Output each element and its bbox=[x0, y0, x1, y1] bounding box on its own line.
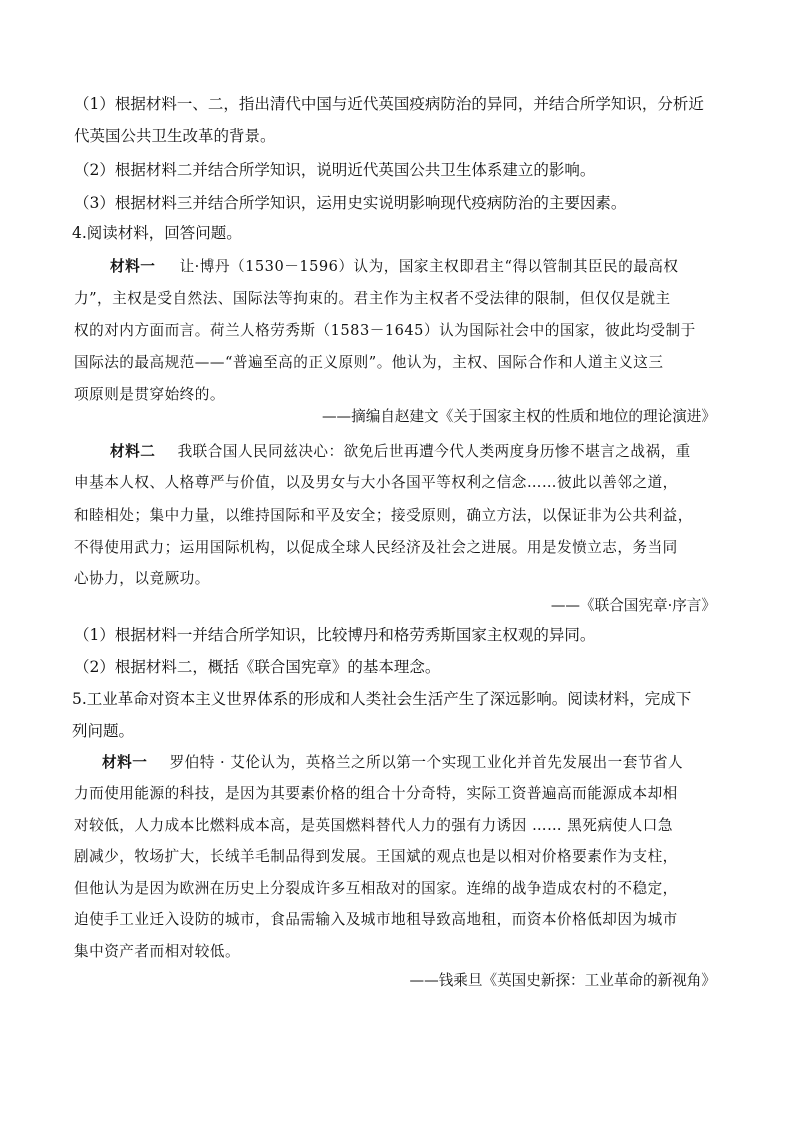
q5-heading-line1: 5.工业革命对资本主义世界体系的形成和人类社会生活产生了深远影响。阅读材料，完成下 bbox=[72, 690, 692, 708]
q5-heading-line2: 列问题。 bbox=[72, 722, 135, 740]
q4-material1-source: ——摘编自赵建文《关于国家主权的性质和地位的理论演进》 bbox=[321, 408, 716, 425]
material-label: 材料一 bbox=[102, 754, 148, 771]
q3-subquestion-3: （3）根据材料三并结合所学知识，运用史实说明影响现代疫病防治的主要因素。 bbox=[74, 194, 627, 212]
q5-material1-line3: 对较低，人力成本比燃料成本高，是英国燃料替代人力的强有力诱因 …… 黑死病使人口急 bbox=[74, 817, 673, 834]
q5-material1-line4: 剧减少，牧场扩大，长绒羊毛制品得到发展。王国斌的观点也是以相对价格要素作为支柱， bbox=[74, 848, 678, 865]
q4-material2-line3: 和睦相处；集中力量，以维持国际和平及安全；接受原则，确立方法，以保证非为公共利益， bbox=[74, 507, 693, 524]
q4-material2-source: ——《联合国宪章·序言》 bbox=[550, 597, 716, 614]
q4-material2-line1 bbox=[110, 439, 691, 465]
q4-material2-line5: 心协力，以竟厥功。 bbox=[74, 570, 210, 587]
q4-material2-line4: 不得使用武力；运用国际机构，以促成全球人民经济及社会之进展。用是发愤立志，务当同 bbox=[74, 539, 678, 556]
q5-material1-line5: 但他认为是因为欧洲在历史上分裂成许多互相敌对的国家。连绵的战争造成农村的不稳定， bbox=[74, 880, 678, 897]
material-label: 材料一 bbox=[110, 258, 156, 275]
q5-material1-line7: 集中资产者而相对较低。 bbox=[74, 943, 241, 960]
q4-material1-line2: 力”，主权是受自然法、国际法等拘束的。君主作为主权者不受法律的限制，但仅仅是就主 bbox=[74, 290, 671, 307]
q3-subquestion-1-line1: （1）根据材料一、二，指出清代中国与近代英国疫病防治的异同，并结合所学知识，分析近 bbox=[74, 95, 704, 113]
q5-material1-line2: 力而使用能源的科技，是因为其要素价格的组合十分奇特，实际工资普遍高而能源成本却相 bbox=[74, 785, 678, 802]
material-text: 罗伯特 · 艾伦认为，英格兰之所以第一个实现工业化并首先发展出一套节省人 bbox=[169, 754, 684, 771]
q3-subquestion-1-line2: 代英国公共卫生改革的背景。 bbox=[74, 127, 276, 145]
material-text: 让·博丹（1530－1596）认为，国家主权即君主“得以管制其臣民的最高权 bbox=[179, 258, 679, 275]
q5-material1-line1 bbox=[102, 750, 683, 776]
q4-material1-line5: 项原则是贯穿始终的。 bbox=[74, 386, 225, 403]
q4-material1-line4: 国际法的最高规范——“普遍至高的正义原则”。他认为，主权、国际合作和人道主义这三 bbox=[74, 354, 664, 371]
material-label: 材料二 bbox=[110, 443, 156, 460]
q4-subquestion-2: （2）根据材料二，概括《联合国宪章》的基本理念。 bbox=[74, 658, 441, 676]
q4-subquestion-1: （1）根据材料一并结合所学知识，比较博丹和格劳秀斯国家主权观的异同。 bbox=[74, 626, 596, 644]
q5-material1-source: ——钱乘旦《英国史新探：工业革命的新视角》 bbox=[409, 972, 716, 989]
material-text: 我联合国人民同兹决心：欲免后世再遭今代人类两度身历惨不堪言之战祸，重 bbox=[177, 443, 691, 460]
q4-heading: 4.阅读材料，回答问题。 bbox=[72, 224, 242, 242]
q5-material1-line6: 迫使手工业迁入设防的城市，食品需输入及城市地租导致高地租，而资本价格低却因为城市 bbox=[74, 911, 678, 928]
q4-material1-line3: 权的对内方面而言。荷兰人格劳秀斯（1583－1645）认为国际社会中的国家，彼此均受制于 bbox=[74, 322, 696, 339]
q4-material2-line2: 申基本人权、人格尊严与价值，以及男女与大小各国平等权利之信念……彼此以善邻之道， bbox=[74, 474, 678, 491]
q4-material1-line1 bbox=[110, 254, 679, 280]
q3-subquestion-2: （2）根据材料二并结合所学知识，说明近代英国公共卫生体系建立的影响。 bbox=[74, 161, 596, 179]
